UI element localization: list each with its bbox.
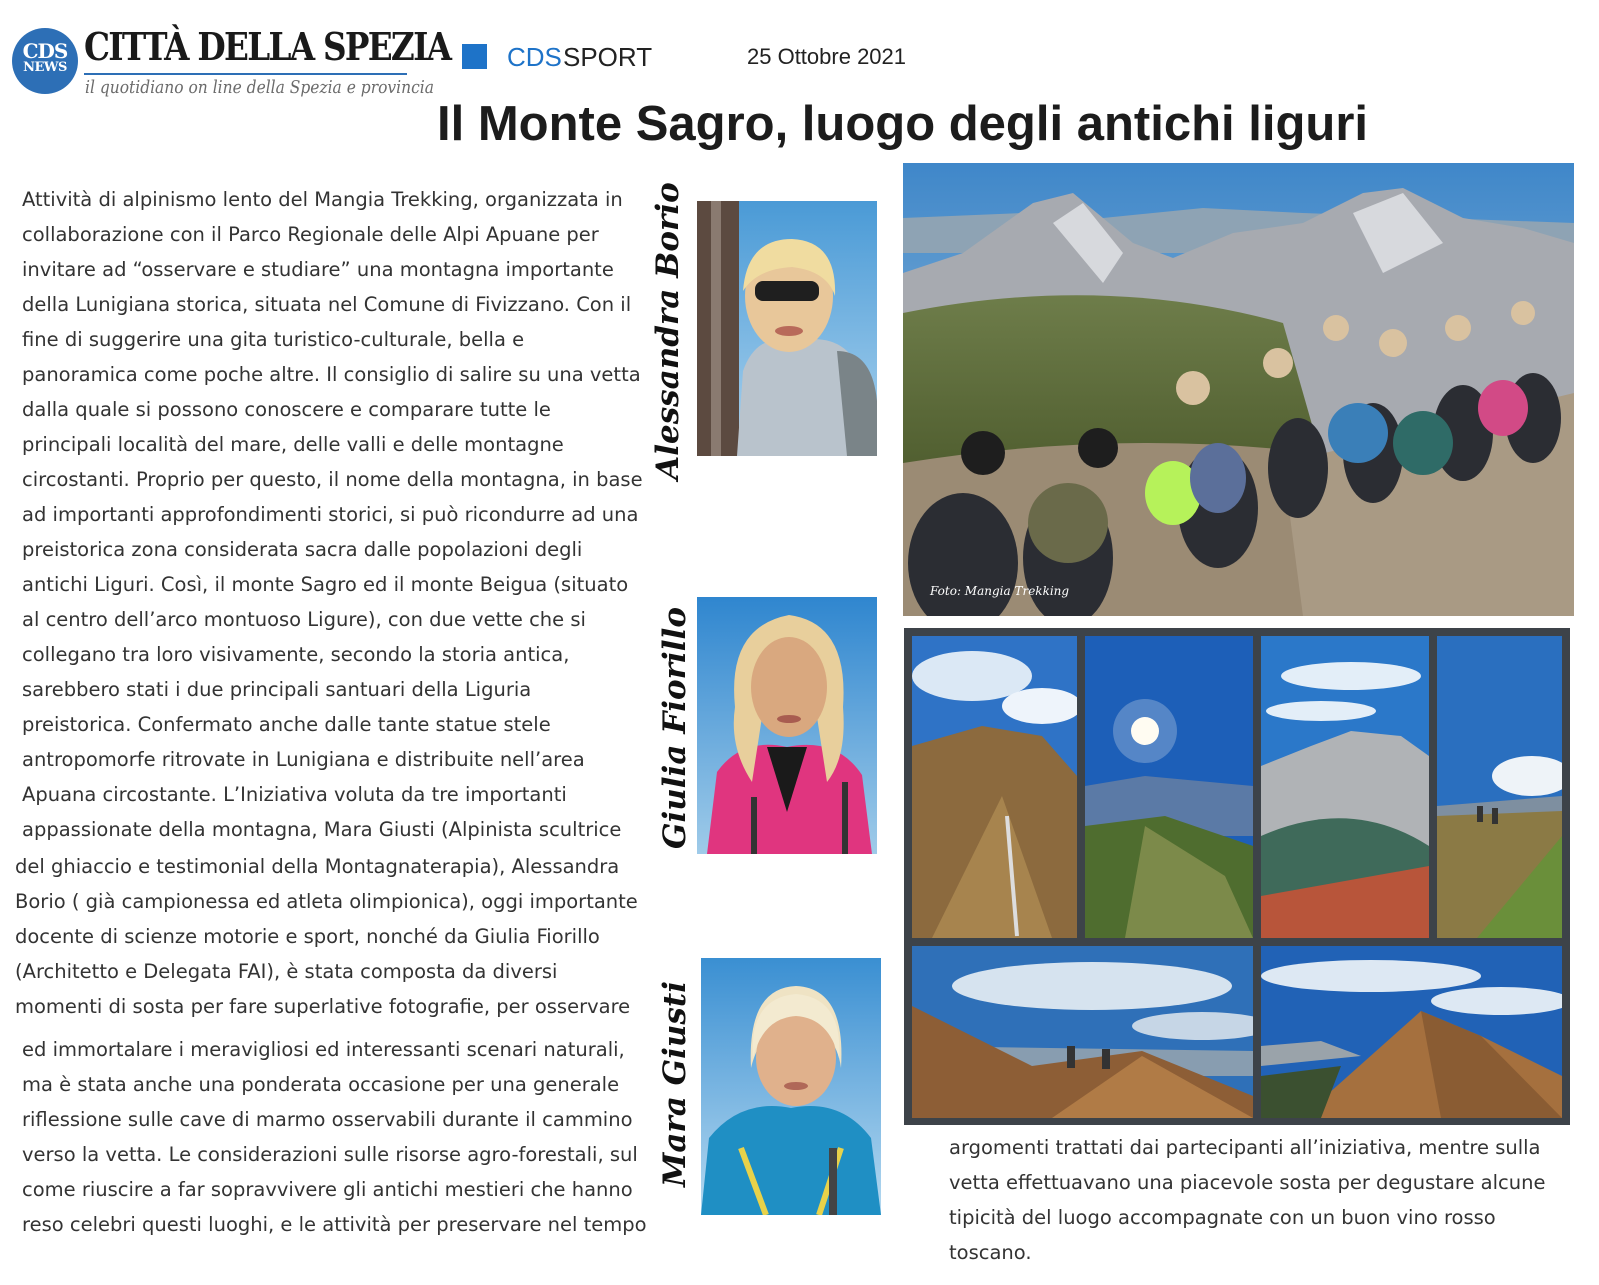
publication-date: 25 Ottobre 2021 <box>747 44 907 69</box>
article-text-line: preistorica zona considerata sacra dalle popolazioni degli <box>22 538 583 561</box>
article-text-line: reso celebri questi luoghi, e le attività per preservare nel tempo <box>22 1213 647 1236</box>
site-title[interactable]: CITTÀ DELLA SPEZIA <box>84 24 451 69</box>
article-text-line: Attività di alpinismo lento del Mangia Trekking, organizzata in <box>22 188 623 211</box>
article-text-line: al centro dell’arco montuoso Ligure), con due vette che si <box>22 608 586 631</box>
collage-photo <box>1261 636 1429 938</box>
article-text-line: docente di scienze motorie e sport, nonché da Giulia Fiorillo <box>15 925 600 948</box>
article-body-part-4 <box>949 1130 1545 1270</box>
section-prefix[interactable]: CDS <box>507 42 562 72</box>
section-name[interactable]: SPORT <box>563 42 653 72</box>
logo[interactable] <box>12 28 78 94</box>
article-text-line: collaborazione con il Parco Regionale delle Alpi Apuane per <box>22 223 599 246</box>
collage-photo <box>912 636 1077 938</box>
photo-credit: Foto: Mangia Trekking <box>930 584 1070 598</box>
article-text-line: fine di suggerire una gita turistico-culturale, bella e <box>22 328 525 351</box>
article-text-line: toscano. <box>949 1241 1032 1264</box>
article-text-line: panoramica come poche altre. Il consiglio di salire su una vetta <box>22 363 641 386</box>
article-body-part-1 <box>22 182 643 847</box>
portrait-signature: Mara Giusti <box>657 981 693 1187</box>
article-text-line: invitare ad “osservare e studiare” una montagna importante <box>22 258 614 281</box>
article-text-line: Borio ( già campionessa ed atleta olimpionica), oggi importante <box>15 890 638 913</box>
article-text-line: della Lunigiana storica, situata nel Comune di Fivizzano. Con il <box>22 293 632 316</box>
collage-photo <box>912 946 1253 1118</box>
article-body-part-3 <box>22 1032 647 1242</box>
article-text-line: ad importanti approfondimenti storici, si può ricondurre ad una <box>22 503 639 526</box>
article-text-line: collegano tra loro visivamente, secondo la storia antica, <box>22 643 570 666</box>
article-text-line: riflessione sulle cave di marmo osservabili durante il cammino <box>22 1108 633 1131</box>
article-text-line: principali località del mare, delle valli e delle montagne <box>22 433 564 456</box>
logo-text-bottom: NEWS <box>23 60 67 75</box>
article-text-line: circostanti. Proprio per questo, il nome della montagna, in base <box>22 468 643 491</box>
portrait-signature: Alessandra Borio <box>650 182 686 480</box>
article-text-line: appassionate della montagna, Mara Giusti (Alpinista scultrice <box>22 818 622 841</box>
site-tagline: il quotidiano on line della Spezia e provincia <box>85 77 434 98</box>
article-text-line: del ghiaccio e testimonial della Montagnaterapia), Alessandra <box>15 855 620 878</box>
article-text-line: come riuscire a far sopravvivere gli antichi mestieri che hanno <box>22 1178 633 1201</box>
group-summit-photo <box>903 163 1574 616</box>
article-text-line: verso la vetta. Le considerazioni sulle risorse agro-forestali, sul <box>22 1143 638 1166</box>
logo-text-top: CDS <box>22 39 68 63</box>
collage-photo <box>1437 636 1562 938</box>
article-text-line: ed immortalare i meravigliosi ed interessanti scenari naturali, <box>22 1038 625 1061</box>
article-text-line: Apuana circostante. L’Iniziativa voluta da tre importanti <box>22 783 567 806</box>
article-text-line: momenti di sosta per fare superlative fotografie, per osservare <box>15 995 631 1018</box>
article-text-line: ma è stata anche una ponderata occasione per una generale <box>22 1073 620 1096</box>
article-text-line: vetta effettuavano una piacevole sosta per degustare alcune <box>949 1171 1546 1194</box>
article-text-line: (Architetto e Delegata FAI), è stata composta da diversi <box>15 960 558 983</box>
article-text-line: dalla quale si possono conoscere e comparare tutte le <box>22 398 551 421</box>
article-text-line: antichi Liguri. Così, il monte Sagro ed il monte Beigua (situato <box>22 573 629 596</box>
photo-collage <box>904 628 1570 1125</box>
article-body-part-2 <box>15 849 638 1024</box>
article-text-line: preistorica. Confermato anche dalle tante statue stele <box>22 713 551 736</box>
collage-photo <box>1261 946 1562 1118</box>
portrait-photo-mara <box>701 958 881 1215</box>
portrait-photo-alessandra <box>697 201 877 456</box>
article-text-line: antropomorfe ritrovate in Lunigiana e distribuite nell’area <box>22 748 585 771</box>
portrait-photo-giulia <box>697 597 877 854</box>
portrait-signature: Giulia Fiorillo <box>657 606 693 850</box>
article-text-line: sarebbero stati i due principali santuari della Liguria <box>22 678 532 701</box>
collage-photo <box>1085 636 1253 938</box>
article-headline: Il Monte Sagro, luogo degli antichi liguri <box>437 97 1368 151</box>
article-text-line: tipicità del luogo accompagnate con un buon vino rosso <box>949 1206 1496 1229</box>
site-title-rule <box>84 73 407 75</box>
section-marker-icon <box>462 44 487 69</box>
article-text-line: argomenti trattati dai partecipanti all’iniziativa, mentre sulla <box>949 1136 1541 1159</box>
